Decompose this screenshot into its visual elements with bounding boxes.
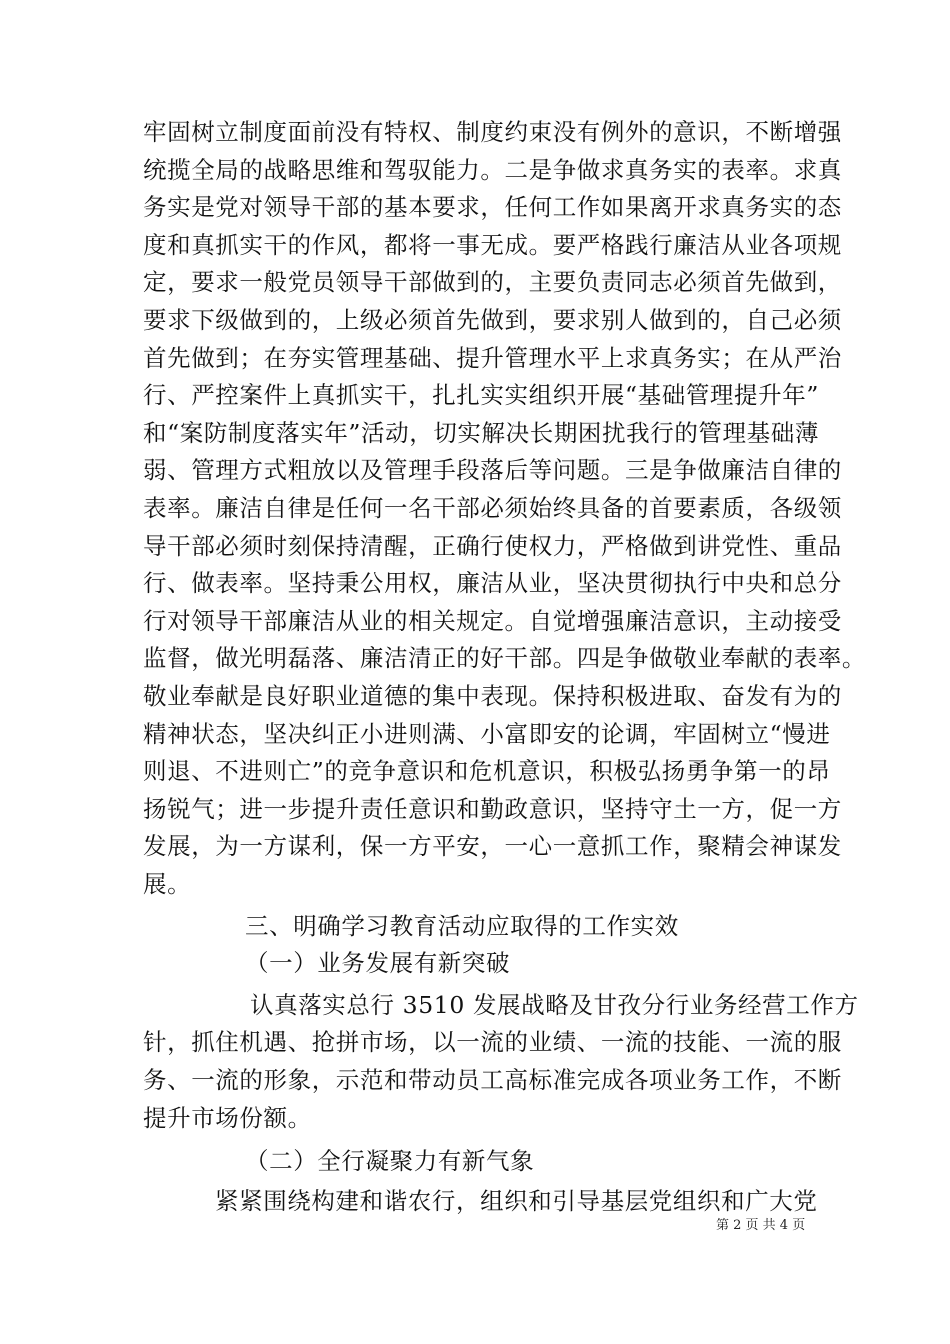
section-heading: 三、明确学习教育活动应取得的工作实效 xyxy=(245,911,679,940)
body-text-line: 弱、管理方式粗放以及管理手段落后等问题。三是争做廉洁自律的 xyxy=(143,456,842,485)
body-text-line: 精神状态，坚决纠正小进则满、小富即安的论调，牢固树立“慢进 xyxy=(143,719,831,748)
body-text-line: 提升市场份额。 xyxy=(143,1103,312,1132)
body-text-line: 敬业奉献是良好职业道德的集中表现。保持积极进取、奋发有为的 xyxy=(143,682,842,710)
body-text-line: 针，抓住机遇、抢拼市场，以一流的业绩、一流的技能、一流的服 xyxy=(143,1028,842,1057)
body-text-line: 行、做表率。坚持秉公用权，廉洁从业，坚决贯彻执行中央和总分 xyxy=(143,569,842,598)
body-text-line: 务、一流的形象，示范和带动员工高标准完成各项业务工作，不断 xyxy=(143,1066,842,1094)
body-text-line: 监督，做光明磊落、廉洁清正的好干部。四是争做敬业奉献的表率。 xyxy=(143,644,866,673)
body-text-line: 紧紧围绕构建和谐农行，组织和引导基层党组织和广大党 xyxy=(215,1186,818,1215)
body-text-line: 扬锐气；进一步提升责任意识和勤政意识，坚持守土一方，促一方 xyxy=(143,794,842,823)
body-text-line: 行对领导干部廉洁从业的相关规定。自觉增强廉洁意识，主动接受 xyxy=(143,606,842,635)
body-text-line: 导干部必须时刻保持清醒，正确行使权力，严格做到讲党性、重品 xyxy=(143,531,842,560)
page-number: 第 2 页 共 4 页 xyxy=(716,1218,806,1234)
body-text-line: 展。 xyxy=(143,870,192,898)
body-text-line: 统揽全局的战略思维和驾驭能力。二是争做求真务实的表率。求真 xyxy=(143,155,842,184)
body-text-line: 定，要求一般党员领导干部做到的，主要负责同志必须首先做到， xyxy=(143,268,842,297)
subsection-heading: （二）全行凝聚力有新气象 xyxy=(245,1147,535,1176)
body-text-line: 则退、不进则亡”的竞争意识和危机意识，积极弘扬勇争第一的昂 xyxy=(143,757,831,786)
body-text-line: 度和真抓实干的作风，都将一事无成。要严格践行廉洁从业各项规 xyxy=(143,230,842,259)
body-text-line: 和“案防制度落实年”活动，切实解决长期困扰我行的管理基础薄 xyxy=(143,418,819,447)
subsection-heading: （一）业务发展有新突破 xyxy=(245,949,511,978)
body-text-line: 表率。廉洁自律是任何一名干部必须始终具备的首要素质，各级领 xyxy=(143,494,842,522)
body-text-line: 务实是党对领导干部的基本要求，任何工作如果离开求真务实的态 xyxy=(143,193,842,222)
body-text-line: 首先做到；在夯实管理基础、提升管理水平上求真务实；在从严治 xyxy=(143,343,842,372)
body-text-line: 发展，为一方谋利，保一方平安，一心一意抓工作，聚精会神谋发 xyxy=(143,832,842,861)
body-text-line: 要求下级做到的，上级必须首先做到，要求别人做到的，自己必须 xyxy=(143,306,842,334)
body-text-line: 牢固树立制度面前没有特权、制度约束没有例外的意识，不断增强 xyxy=(143,118,842,146)
body-text-line: 认真落实总行 3510 发展战略及甘孜分行业务经营工作方 xyxy=(250,990,859,1019)
body-text-line: 行、严控案件上真抓实干，扎扎实实组织开展“基础管理提升年” xyxy=(143,381,819,410)
